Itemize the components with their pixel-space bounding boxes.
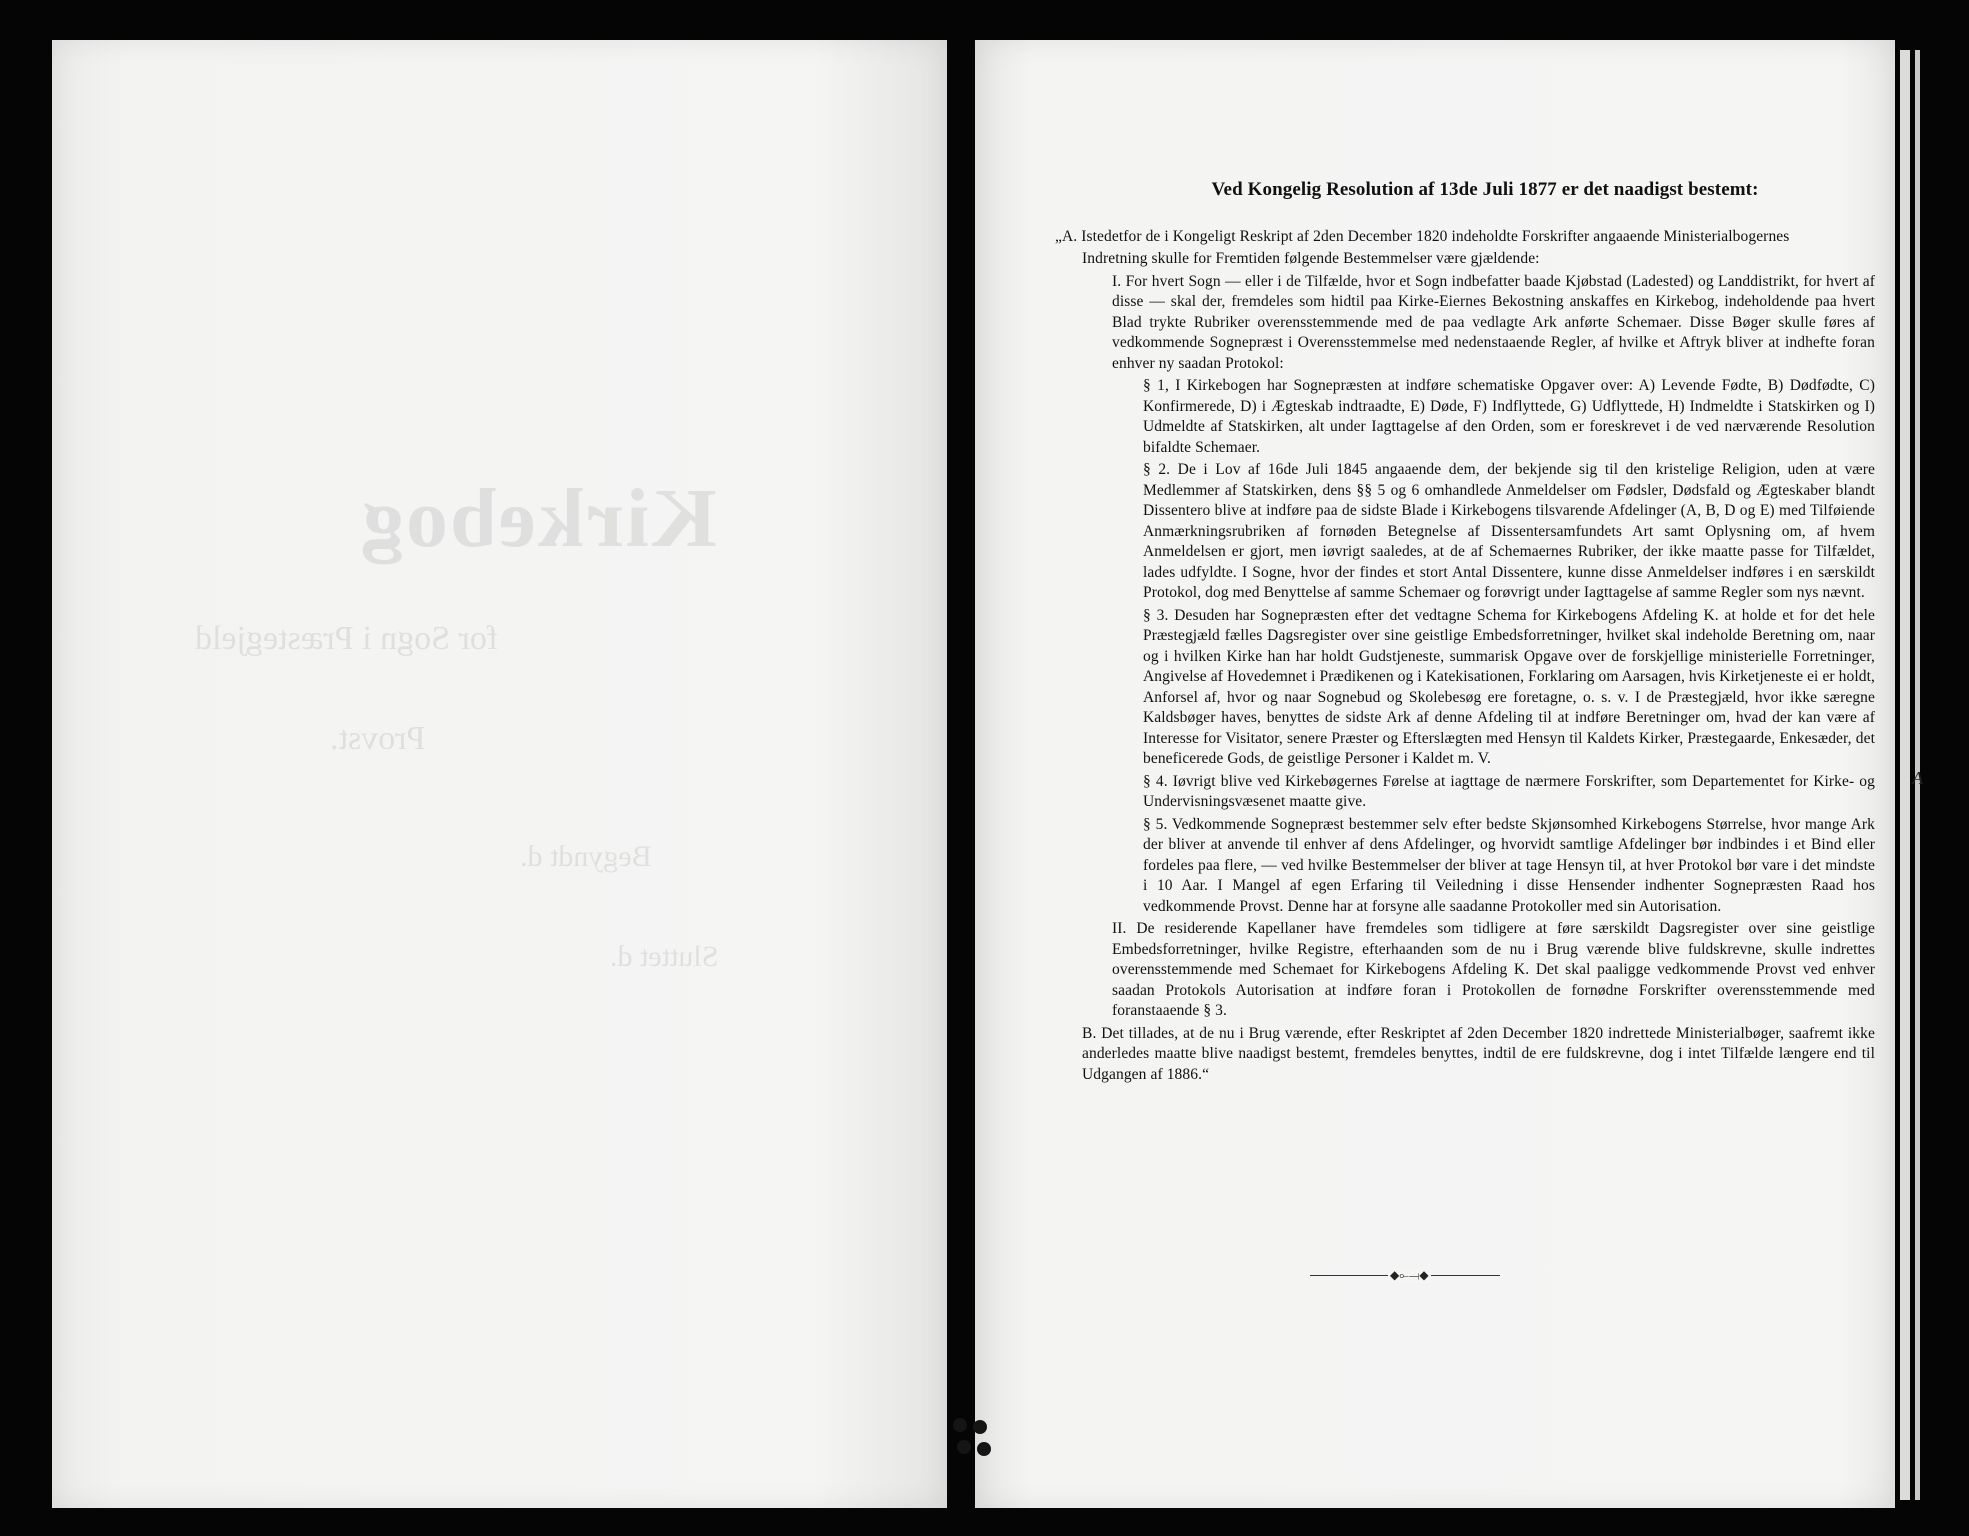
paragraph: § 5. Vedkommende Sognepræst bestemmer selv efter bedste Skjønsomhed Kirkebogens Størrelse, hvor mange Ark der bliver at anvende til enhver af dens Afdelinger, og hvorvidt samtlige Afdelinger bør indbindes i et Bind eller fordeles paa flere, — ved hvilke Bestemmelser der bliver at tage Hensyn til, at hver Protokol bør vare i det mindste i 10 Aar. I Mangel af egen Erfaring til Veiledning i disse Hensender indhenter Sognepræsten Raad hos vedkommende Provst. Denne har at forsyne alle saadanne Protokoller med sin Autorisation. — [1143, 815, 1875, 915]
bleed-through-line: Begyndt d. — [520, 840, 652, 873]
paragraph: § 3. Desuden har Sognepræsten efter det vedtagne Schema for Kirkebogens Afdeling K. at holde et for det hele Præstegjæld fælles Dagsregister over sine geistlige Embedsforretninger, hvilket skal indeholde Beretning om, naar og i hvilken Kirke han har holdt Gudstjeneste, summarisk Opgave over de forskjellige ministerielle Forretninger, Angivelse af Hovedemnet i Prædikenen og i Katekisationen, Forklaring om Aarsagen, hvis Kirketjeneste ei er holdt, Anforsel af, hvor og naar Sognebud og Skolebesøg ere foretagne, o. s. v. I de Præstegjæld, hvor ikke særegne Kaldsbøger haves, benyttes de sidste Ark af denne Afdeling til at indføre Beretninger om, hvad der kan være af Interesse for Visitator, senere Præster og Efterslægten med Hensyn til Kaldets Kirker, Præstegaarde, Enkesæder, det beneficerede Gods, de geistlige Personer i Kaldet m. V. — [1143, 606, 1875, 767]
paragraph: I. For hvert Sogn — eller i de Tilfælde, hvor et Sogn indbefatter baade Kjøbstad (Ladested) og Landdistrikt, for hvert af disse — skal der, fremdeles som hidtil paa Kirke-Eiernes Bekostning anskaffes en Kirkebog, indeholdende paa hvert Blad trykte Rubriker overensstemmende med de paa vedlagte Ark anførte Schemaer. Disse Bøger skulle føres af vedkommende Sognepræst i Overensstemmelse med nedenstaaende Regler, af hvilke et Aftryk bliver at indhefte foran enhver ny saadan Protokol: — [1112, 272, 1875, 372]
binding-hole — [973, 1420, 987, 1434]
document-heading: Ved Kongelig Resolution af 13de Juli 1877 er det naadigst bestemt: — [1211, 179, 1759, 200]
binding-hole — [977, 1442, 991, 1456]
paragraph-list — [1055, 227, 1875, 1086]
page-edge — [1900, 50, 1910, 1500]
left-page — [52, 40, 947, 1508]
bleed-through-line: for Sogn i Præstegjeld — [195, 620, 499, 657]
paragraph: B. Det tillades, at de nu i Brug værende, efter Reskriptet af 2den December 1820 indrettede Ministerialbøger, saafremt ikke anderledes maatte blive naadigst bestemt, fremdeles benyttes, indtil de ere fuldskrevne, dog i intet Tilfælde længere end til Udgangen af 1886.“ — [1082, 1024, 1875, 1083]
paragraph: § 2. De i Lov af 16de Juli 1845 angaaende dem, der bekjende sig til den kristelige Religion, uden at være Medlemmer af Statskirken, dens §§ 5 og 6 omhandlede Anmeldelser om Fødsler, Dødsfald og Ægteskaber blandt Dissentero blive at indføre paa de sidste Blade i Kirkebogens tilsvarende Afdelinger (A, B, D og E) med Tilføiende Anmærkningsrubriken af fornøden Betegnelse af Dissentersamfundets Art samt Oplysning om, af hvem Anmeldelsen er gjort, men iøvrigt saaledes, at de af Schemaernes Rubriker, der ikke maatte passe for Tilfældet, lades udfyldte. I Sogne, hvor der findes et stort Antal Dissentere, kunne disse Anmeldelser indføres i en særskildt Protokol, dog med Benyttelse af samme Schemaer og forøvrigt under Iagttagelse af samme Regler som nys nævnt. — [1143, 461, 1875, 601]
bleed-through-line: Sluttet d. — [610, 940, 719, 973]
paragraph: § 1, I Kirkebogen har Sognepræsten at indføre schematiske Opgaver over: A) Levende Fødte, B) Dødfødte, C) Konfirmerede, D) i Ægteskab indtraadte, E) Døde, F) Indflyttede, G) Udflyttede, H) Indmeldte i Statskirken og I) Udmeldte af Statskirken, alt under Iagttagelse af den Orden, som er foreskrevet i de ved nærværende Resolution bifaldte Schemaer. — [1143, 377, 1875, 456]
binding-hole — [953, 1418, 967, 1432]
paragraph: II. De residerende Kapellaner have fremdeles som tidligere at føre særskildt Dagsregister over sine geistlige Embedsforretninger, hvilke Registre, efterhaanden som de nu i Brug værende blive fuldskrevne, skulle indrettes overensstemmende med Schemaet for Kirkebogens Afdeling K. Det skal paaligge vedkommende Provst ved enhver saadan Protokols Autorisation at indføre foran i Protokollen de fornødne Forskrifter overensstemmende med foranstaaende § 3. — [1112, 920, 1875, 1019]
paragraph: § 4. Iøvrigt blive ved Kirkebøgernes Førelse at iagttage de nærmere Forskrifter, som Departementet for Kirke- og Undervisningsvæsenet maatte give. — [1143, 772, 1875, 810]
bleed-through-title: Kirkebog — [360, 472, 717, 565]
binding-hole — [957, 1440, 971, 1454]
closing-ornament: ◆⟜⟞◆ — [1390, 1268, 1429, 1282]
resolution-text — [1055, 180, 1875, 1085]
margin-mark: A — [1912, 768, 1923, 788]
bleed-through-line: Provst. — [330, 720, 426, 757]
paragraph: Indretning skulle for Fremtiden følgende Bestemmelser være gjældende: — [1082, 250, 1540, 267]
paragraph: „A. Istedetfor de i Kongeligt Reskript af 2den December 1820 indeholdte Forskrifter angaaende Ministerialbogernes — [1055, 227, 1790, 245]
